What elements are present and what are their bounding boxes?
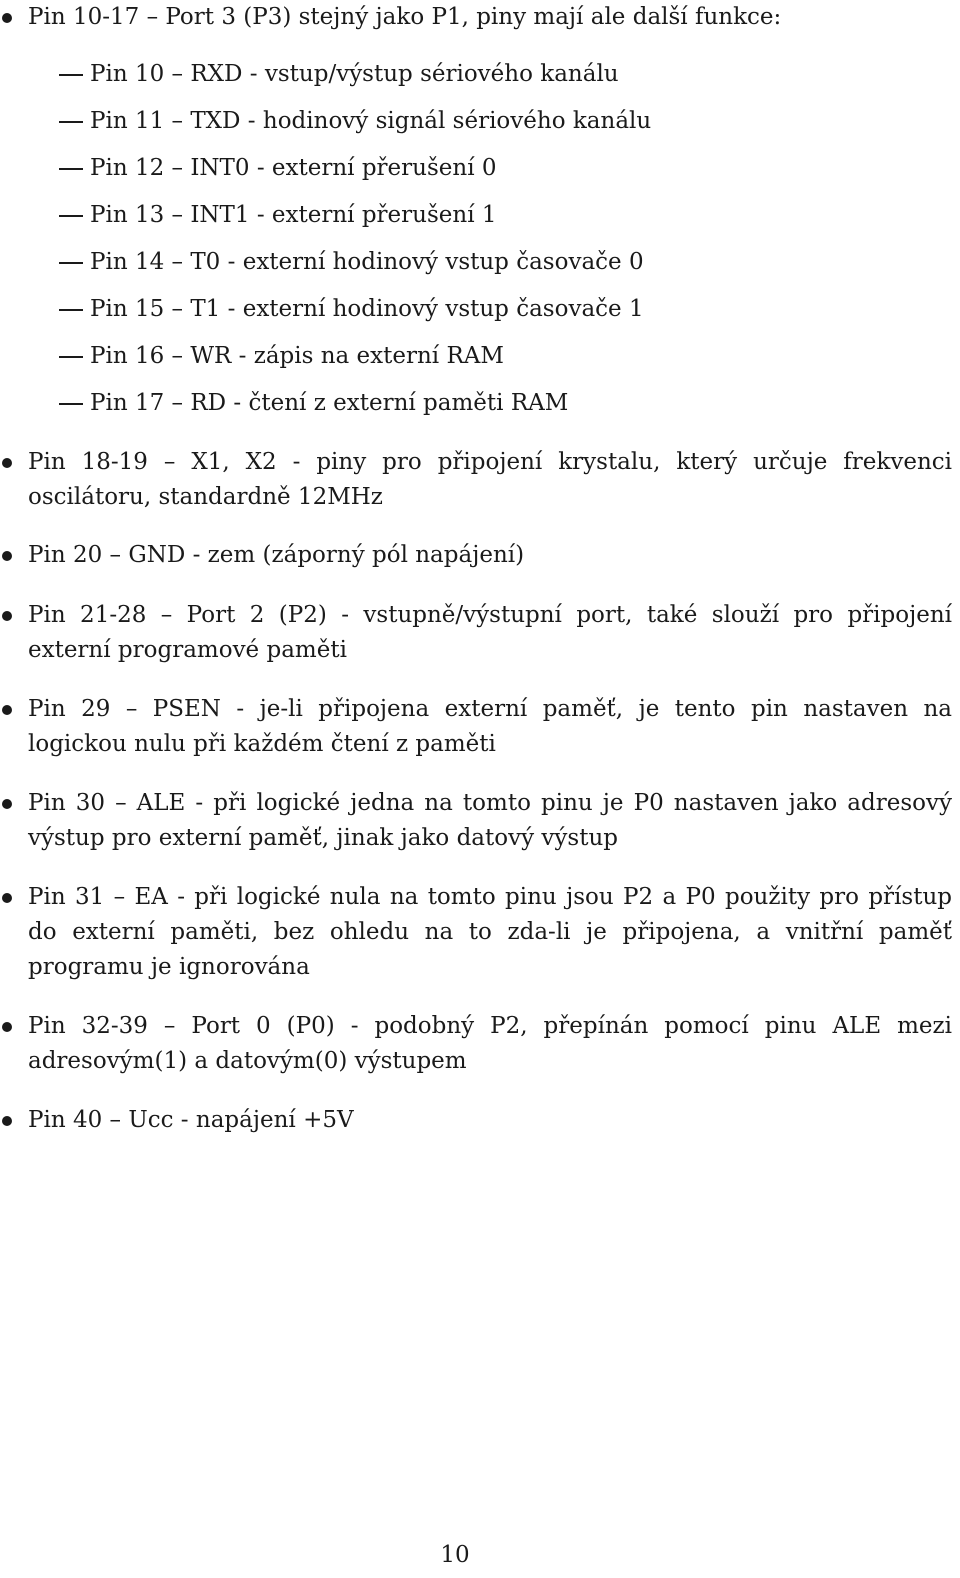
sub-list-item xyxy=(28,151,952,198)
sub-list-item xyxy=(28,339,952,386)
sub-list-item xyxy=(28,292,952,339)
list-item-text: Pin 30 – ALE - při logické jedna na tomto pinu je P0 nastaven jako adresový výstup pro externí paměť, jinak jako datový výstup xyxy=(28,790,952,851)
sub-list-item-text: Pin 12 – INT0 - externí přerušení 0 xyxy=(90,155,497,181)
bullet-icon xyxy=(2,458,12,468)
sub-list-item-text: Pin 11 – TXD - hodinový signál sériového kanálu xyxy=(90,108,652,134)
sub-list-item xyxy=(28,245,952,292)
sub-list-item xyxy=(28,386,952,433)
bullet-icon xyxy=(2,893,12,903)
list-item-pin-30 xyxy=(0,786,952,856)
dash-icon xyxy=(59,215,83,217)
list-item-text: Pin 18-19 – X1, X2 - piny pro připojení krystalu, který určuje frekvenci oscilátoru, standardně 12MHz xyxy=(28,449,952,510)
list-item-text: Pin 32-39 – Port 0 (P0) - podobný P2, přepínán pomocí pinu ALE mezi adresovým(1) a datovým(0) výstupem xyxy=(28,1013,952,1074)
sub-list-item xyxy=(28,198,952,245)
list-item-text: Pin 40 – Ucc - napájení +5V xyxy=(28,1107,354,1133)
dash-icon xyxy=(59,403,83,405)
sub-list-item-text: Pin 17 – RD - čtení z externí paměti RAM xyxy=(90,390,569,416)
list-item-text: Pin 20 – GND - zem (záporný pól napájení) xyxy=(28,542,525,568)
bullet-icon xyxy=(2,551,12,561)
bullet-icon xyxy=(2,611,12,621)
dash-icon xyxy=(59,121,83,123)
sub-list-port3 xyxy=(28,57,952,433)
sub-list-item xyxy=(28,104,952,151)
list-item-pin-29 xyxy=(0,692,952,762)
list-item-pin-31 xyxy=(0,880,952,985)
dash-icon xyxy=(59,356,83,358)
list-item-text: Pin 10-17 – Port 3 (P3) stejný jako P1, piny mají ale další funkce: xyxy=(28,4,782,30)
sub-list-item-text: Pin 10 – RXD - vstup/výstup sériového kanálu xyxy=(90,61,619,87)
list-item-pin-20 xyxy=(0,538,952,573)
list-item-pin-32-39 xyxy=(0,1009,952,1079)
bullet-icon xyxy=(2,1022,12,1032)
list-item-pin-10-17 xyxy=(0,0,952,433)
dash-icon xyxy=(59,309,83,311)
bullet-icon xyxy=(2,705,12,715)
list-item-text: Pin 31 – EA - při logické nula na tomto pinu jsou P2 a P0 použity pro přístup do externí paměti, bez ohledu na to zda-li je připojena, a vnitřní paměť programu je ignorována xyxy=(28,884,952,980)
sub-list-item-text: Pin 13 – INT1 - externí přerušení 1 xyxy=(90,202,497,228)
page-number: 10 xyxy=(440,1542,470,1568)
sub-list-item-text: Pin 16 – WR - zápis na externí RAM xyxy=(90,343,504,369)
sub-list-item-text: Pin 14 – T0 - externí hodinový vstup časovače 0 xyxy=(90,249,644,275)
list-item-text: Pin 21-28 – Port 2 (P2) - vstupně/výstupní port, také slouží pro připojení externí programové paměti xyxy=(28,602,952,663)
list-item-pin-40 xyxy=(0,1103,952,1138)
dash-icon xyxy=(59,168,83,170)
bullet-icon xyxy=(2,1116,12,1126)
bullet-icon xyxy=(2,13,12,23)
bullet-icon xyxy=(2,799,12,809)
sub-list-item xyxy=(28,57,952,104)
dash-icon xyxy=(59,74,83,76)
sub-list-item-text: Pin 15 – T1 - externí hodinový vstup časovače 1 xyxy=(90,296,644,322)
list-item-text: Pin 29 – PSEN - je-li připojena externí paměť, je tento pin nastaven na logickou nulu při každém čtení z paměti xyxy=(28,696,952,757)
dash-icon xyxy=(59,262,83,264)
list-item-pin-18-19 xyxy=(0,445,952,515)
list-item-pin-21-28 xyxy=(0,598,952,668)
